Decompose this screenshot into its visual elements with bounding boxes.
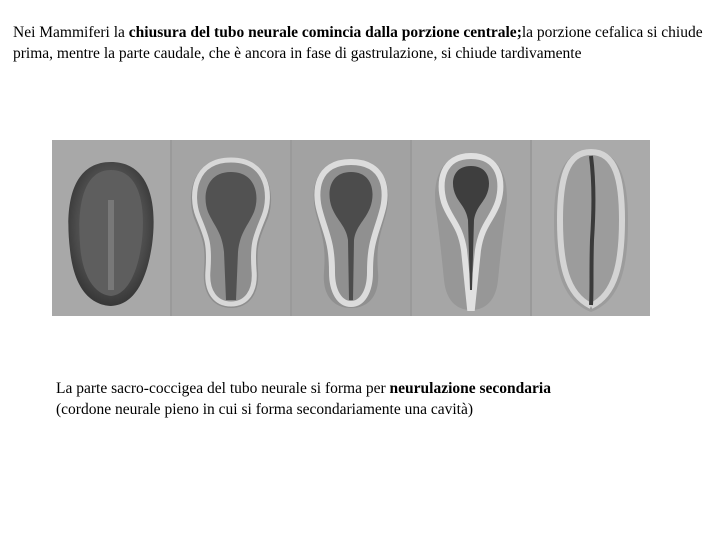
intro-text-start: Nei Mammiferi la xyxy=(13,24,129,41)
embryo-image-4 xyxy=(412,140,530,316)
embryo-image-1 xyxy=(52,140,170,316)
intro-bold-text: chiusura del tubo neurale comincia dalla porzione centrale; xyxy=(128,24,522,41)
embryo-image-5 xyxy=(532,140,650,316)
secondary-bold-text: neurulazione secondaria xyxy=(389,380,551,397)
embryo-image-2 xyxy=(172,140,290,316)
embryo-image-strip xyxy=(52,140,650,316)
embryo-image-3 xyxy=(292,140,410,316)
secondary-neurulation-paragraph xyxy=(56,378,696,420)
secondary-text-start: La parte sacro-coccigea del tubo neurale si forma per xyxy=(56,380,390,397)
intro-text-end: la porzione cefalica si chiude prima, mentre la parte caudale, che è ancora in fase di gastrulazione, si chiude tardivamente xyxy=(13,24,703,62)
secondary-text-end: (cordone neurale pieno in cui si forma secondariamente una cavità) xyxy=(56,401,474,418)
intro-paragraph xyxy=(13,22,703,64)
